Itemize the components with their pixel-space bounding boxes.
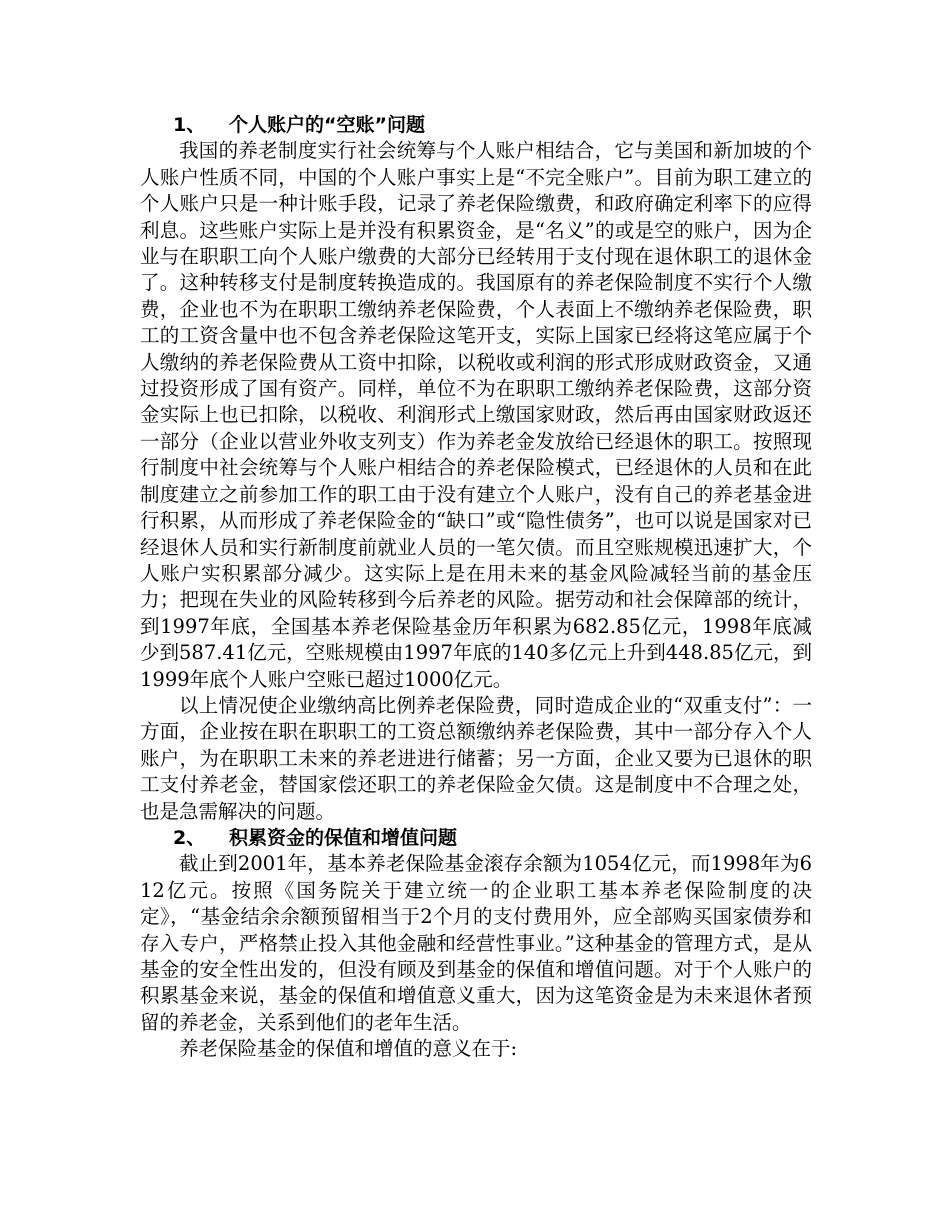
section-number: 1、 <box>173 114 206 136</box>
paragraph: 以上情况使企业缴纳高比例养老保险费，同时造成企业的“双重支付”：一方面，企业按在职在职职工的工资总额缴纳养老保险费，其中一部分存入个人账户，为在职职工未来的养老进进行储蓄；另一方面，企业又要为已退休的职工支付养老金，替国家偿还职工的养老保险金欠债。这是制度中不合理之处，也是急需解决的问题。 <box>140 693 812 823</box>
section-heading-2 <box>140 825 812 851</box>
section-title: 个人账户的“空账”问题 <box>229 114 425 136</box>
paragraph: 我国的养老制度实行社会统筹与个人账户相结合，它与美国和新加坡的个人账户性质不同，中国的个人账户事实上是“不完全账户”。目前为职工建立的个人账户只是一种计账手段，记录了养老保险缴费，和政府确定利率下的应得利息。这些账户实际上是并没有积累资金，是“名义”的或是空的账户，因为企业与在职职工向个人账户缴费的大部分已经转用于支付现在退休职工的退休金了。这种转移支付是制度转换造成的。我国原有的养老保险制度不实行个人缴费，企业也不为在职职工缴纳养老保险费，个人表面上不缴纳养老保险费，职工的工资含量中也不包含养老保险这笔开支，实际上国家已经将这笔应属于个人缴纳的养老保险费从工资中扣除，以税收或利润的形式形成财政资金，又通过投资形成了国有资产。同样，单位不为在职职工缴纳养老保险费，这部分资金实际上也已扣除，以税收、利润形式上缴国家财政，然后再由国家财政返还一部分（企业以营业外收支列支）作为养老金发放给已经退休的职工。按照现行制度中社会统筹与个人账户相结合的养老保险模式，已经退休的人员和在此制度建立之前参加工作的职工由于没有建立个人账户，没有自己的养老基金进行积累，从而形成了养老保险金的“缺口”或“隐性债务”，也可以说是国家对已经退休人员和实行新制度前就业人员的一笔欠债。而且空账规模迅速扩大，个人账户实积累部分减少。这实际上是在用未来的基金风险减轻当前的基金压力；把现在失业的风险转移到今后养老的风险。据劳动和社会保障部的统计，到1997年底，全国基本养老保险基金历年积累为682.85亿元，1998年底减少到587.41亿元，空账规模由1997年底的140多亿元上升到448.85亿元，到1999年底个人账户空账已超过1000亿元。 <box>140 139 812 691</box>
section-number: 2、 <box>173 826 206 849</box>
section-title: 积累资金的保值和增值问题 <box>229 826 458 849</box>
document-body <box>140 112 812 1063</box>
section-heading-1 <box>140 112 812 138</box>
paragraph: 养老保险基金的保值和增值的意义在于: <box>179 1037 518 1061</box>
paragraph: 截止到2001年，基本养老保险基金滚存余额为1054亿元，而1998年为612亿元。按照《国务院关于建立统一的企业职工基本养老保险制度的决定》，“基金结余余额预留相当于2个月的支付费用外，应全部购买国家债券和存入专户，严格禁止投入其他金融和经营性事业。”这种基金的管理方式，是从基金的安全性出发的，但没有顾及到基金的保值和增值问题。对于个人账户的积累基金来说，基金的保值和增值意义重大，因为这笔资金是为未来退休者预留的养老金，关系到他们的老年生活。 <box>140 852 812 1034</box>
